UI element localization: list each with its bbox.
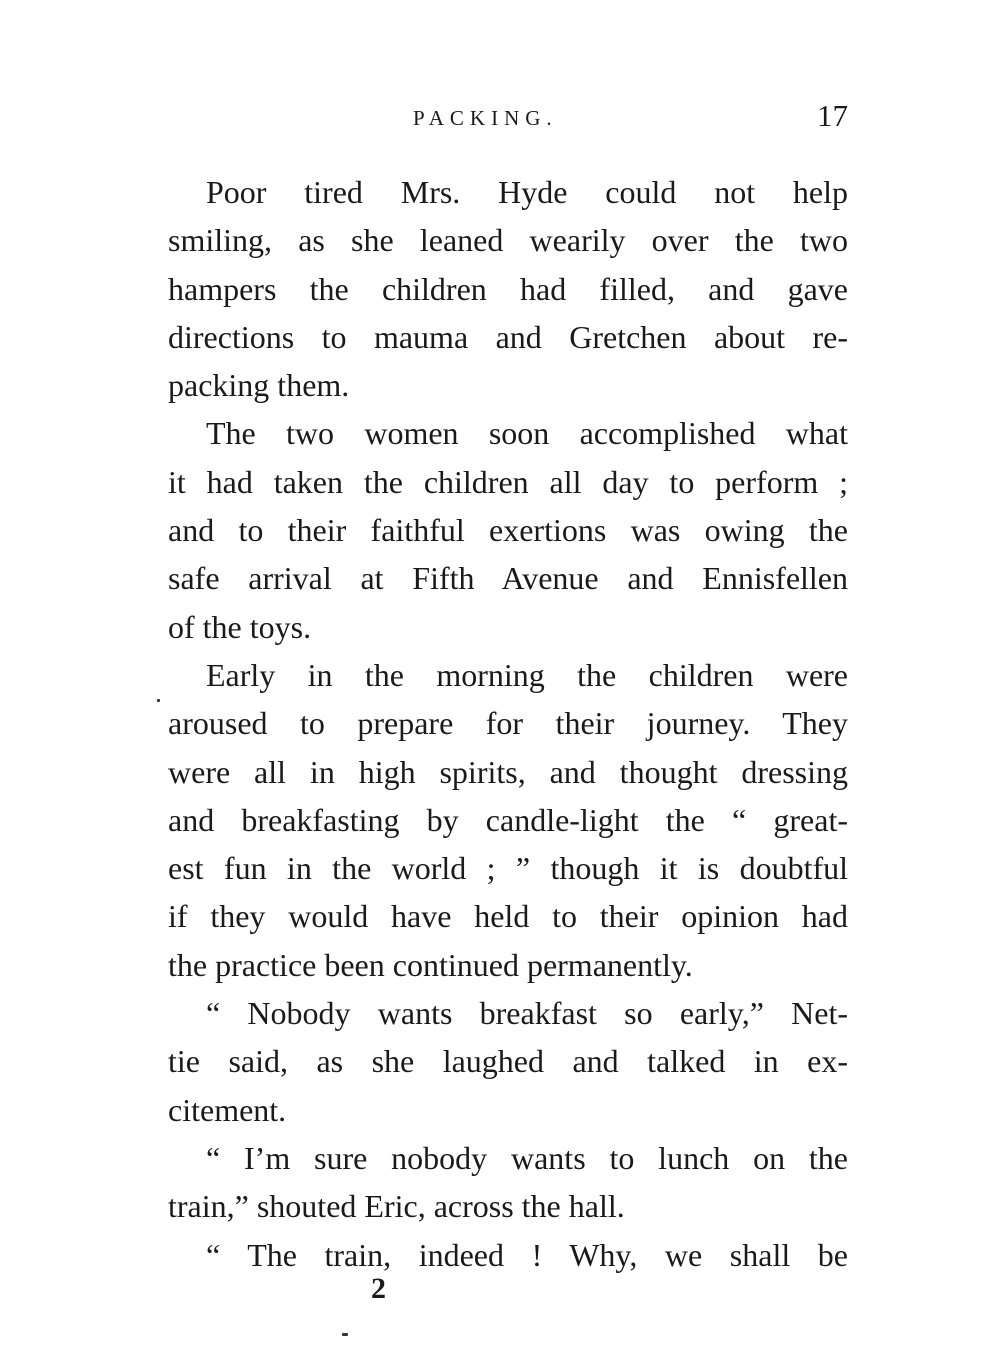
text-line: Early in the morning the children were bbox=[206, 656, 848, 693]
text-line: train,” shouted Eric, across the hall. bbox=[168, 1188, 625, 1225]
text-line: “ I’m sure nobody wants to lunch on the bbox=[206, 1139, 848, 1176]
text-line: citement. bbox=[168, 1091, 287, 1128]
print-speck bbox=[157, 699, 160, 702]
text-line: the practice been continued permanently. bbox=[168, 946, 693, 983]
running-title: PACKING. bbox=[413, 106, 558, 130]
text-line: The two women soon accomplished what bbox=[206, 415, 848, 452]
text-line: hampers the children had filled, and gave bbox=[168, 270, 848, 307]
text-line: safe arrival at Fifth Avenue and Ennisfellen bbox=[168, 560, 848, 597]
text-line: and breakfasting by candle-light the “ great- bbox=[168, 801, 848, 838]
text-line: of the toys. bbox=[168, 608, 312, 645]
text-line: aroused to prepare for their journey. They bbox=[168, 705, 848, 742]
text-line: packing them. bbox=[168, 367, 350, 404]
body-text bbox=[168, 168, 848, 1279]
page-number: 17 bbox=[817, 98, 848, 133]
signature-mark: 2 bbox=[371, 1272, 386, 1305]
text-line: Poor tired Mrs. Hyde could not help bbox=[206, 174, 848, 210]
running-head bbox=[168, 98, 848, 138]
text-line: directions to mauma and Gretchen about re- bbox=[168, 318, 848, 355]
print-speck bbox=[342, 1333, 348, 1336]
text-line: were all in high spirits, and thought dressing bbox=[168, 753, 848, 790]
text-line: it had taken the children all day to perform ; bbox=[168, 463, 848, 500]
text-line: est fun in the world ; ” though it is doubtful bbox=[168, 850, 848, 887]
text-line: and to their faithful exertions was owing the bbox=[168, 512, 848, 549]
text-line: smiling, as she leaned wearily over the two bbox=[168, 222, 848, 259]
text-line: if they would have held to their opinion had bbox=[168, 898, 848, 935]
text-line: “ Nobody wants breakfast so early,” Net- bbox=[206, 995, 848, 1032]
text-line: tie said, as she laughed and talked in ex- bbox=[168, 1043, 848, 1080]
text-line: “ The train, indeed ! Why, we shall be bbox=[206, 1236, 848, 1273]
